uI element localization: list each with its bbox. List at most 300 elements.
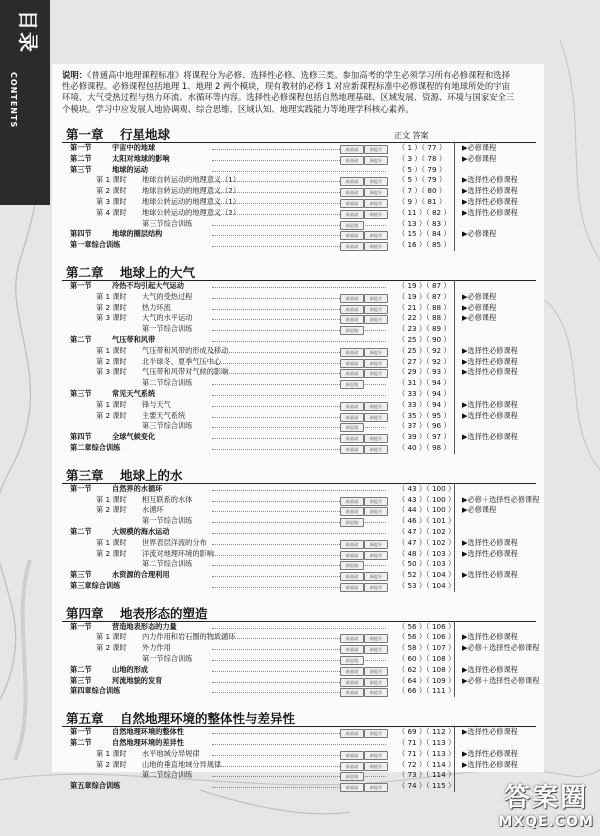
page-numbers: （ 31 ）（ 94 ） bbox=[398, 378, 451, 388]
intro-line: 《普通高中地理课程标准》将课程分为必修、选择性必修、选修三类。参加高考的学生必须学习所有必修课程和选择 bbox=[87, 70, 511, 80]
toc-row[interactable] bbox=[62, 749, 536, 760]
lesson-label: 第 1 课时 bbox=[96, 632, 127, 642]
toc-row[interactable] bbox=[62, 727, 536, 738]
level-badge: 新基础 bbox=[340, 762, 364, 771]
page-numbers: （ 46 ）（ 101 ） bbox=[398, 516, 456, 526]
lesson-label: 第 3 课时 bbox=[96, 367, 127, 377]
chapter-title: 自然地理环境的整体性与差异性 bbox=[120, 711, 296, 727]
chapter-number: 第一章 bbox=[66, 127, 104, 142]
level-badge: 新提升 bbox=[364, 188, 388, 197]
entry-title: 气压带和风带对气候的影响 bbox=[142, 367, 229, 377]
entry-title: 河流地貌的发育 bbox=[112, 675, 163, 685]
entry-title: 自然界的水循环 bbox=[112, 483, 163, 493]
chapter-title: 行星地球 bbox=[120, 127, 171, 142]
toc-row[interactable] bbox=[62, 622, 536, 633]
level-badge: 新基础 bbox=[340, 645, 364, 654]
toc-row[interactable] bbox=[62, 303, 536, 314]
column-divider bbox=[454, 442, 455, 454]
toc-row[interactable] bbox=[62, 654, 536, 665]
entry-title: 北半球冬、夏季气压中心 bbox=[142, 356, 222, 366]
toc-row[interactable] bbox=[62, 538, 536, 549]
section-label: 第三节 bbox=[70, 388, 92, 398]
course-type: ▶选择性必修课程 bbox=[462, 748, 518, 758]
level-badge: 新思路 bbox=[340, 561, 364, 570]
dot-leader bbox=[212, 533, 386, 534]
intro-note bbox=[62, 70, 530, 115]
page-numbers: （ 62 ）（ 108 ） bbox=[398, 664, 456, 674]
toc-row[interactable] bbox=[62, 346, 536, 357]
entry-title: 气压带和风带 bbox=[112, 334, 156, 344]
toc-row[interactable] bbox=[62, 781, 536, 792]
entry-title: 第一节综合训练 bbox=[142, 516, 193, 526]
entry-title: 山地的形成 bbox=[112, 664, 148, 674]
level-badge: 新思路 bbox=[340, 221, 364, 230]
level-badge: 新提升 bbox=[364, 572, 388, 581]
toc-row[interactable] bbox=[62, 335, 536, 346]
intro-line: 个模块。学习中应发展人地协调观、综合思维、区域认知、地理实践能力等地理学科核心素养。 bbox=[62, 103, 414, 114]
entry-title: 洋流对地理环境的影响 bbox=[142, 548, 214, 558]
level-badge: 新提升 bbox=[364, 783, 388, 792]
entry-title: 地球自转运动的地理意义（1） bbox=[142, 175, 241, 185]
course-type: ▶选择性必修课程 bbox=[462, 632, 518, 642]
page-numbers: （ 50 ）（ 103 ） bbox=[398, 559, 456, 569]
contents-title: 目录 bbox=[16, 10, 40, 54]
entry-title: 大气的水平运动 bbox=[142, 313, 193, 323]
toc-row[interactable] bbox=[62, 494, 540, 506]
chapter-block bbox=[62, 260, 536, 454]
page-numbers: （ 21 ）（ 88 ） bbox=[398, 302, 451, 312]
lesson-label: 第 2 课时 bbox=[96, 505, 127, 515]
level-badge: 新提升 bbox=[364, 497, 388, 506]
section-label: 第二章综合训练 bbox=[70, 442, 121, 452]
level-badge: 新基础 bbox=[340, 402, 364, 411]
level-badge: 新提升 bbox=[364, 199, 388, 208]
chapter-block bbox=[62, 601, 540, 698]
entry-title: 第一节综合训练 bbox=[142, 654, 193, 664]
page-numbers: （ 19 ）（ 87 ） bbox=[398, 280, 451, 290]
page-numbers: （ 48 ）（ 103 ） bbox=[398, 548, 456, 558]
section-label: 第一节 bbox=[70, 143, 92, 152]
level-badge: 新基础 bbox=[340, 188, 364, 197]
course-type: ▶必修课程 bbox=[462, 229, 497, 239]
toc-row[interactable] bbox=[62, 400, 536, 411]
toc-row[interactable] bbox=[62, 421, 536, 432]
level-badge: 新基础 bbox=[340, 348, 364, 357]
level-badge: 新提升 bbox=[364, 210, 388, 219]
toc-row[interactable] bbox=[62, 738, 536, 749]
toc-row[interactable] bbox=[62, 229, 536, 240]
toc-row[interactable] bbox=[62, 411, 536, 422]
level-badge: 新提升 bbox=[364, 305, 388, 314]
chapter-heading bbox=[62, 463, 536, 484]
level-badge: 新基础 bbox=[340, 145, 364, 154]
col-daan: 答案 bbox=[412, 131, 429, 140]
entry-title: 第二节综合训练 bbox=[142, 559, 193, 569]
page-numbers: （ 23 ）（ 89 ） bbox=[398, 324, 451, 334]
level-badge: 新基础 bbox=[340, 359, 364, 368]
level-badge: 新思路 bbox=[340, 656, 364, 665]
level-badge: 新基础 bbox=[340, 177, 364, 186]
page-numbers: （ 56 ）（ 106 ） bbox=[398, 632, 456, 642]
page-numbers: （ 15 ）（ 84 ） bbox=[398, 229, 451, 239]
toc-row[interactable] bbox=[62, 570, 536, 581]
toc-row[interactable] bbox=[62, 665, 536, 676]
lesson-label: 第 4 课时 bbox=[96, 207, 127, 217]
entry-title: 世界表层洋流的分布 bbox=[142, 537, 207, 547]
page-numbers: （ 29 ）（ 93 ） bbox=[398, 367, 451, 377]
page-numbers: （ 43 ）（ 100 ） bbox=[398, 483, 456, 493]
level-badge: 新基础 bbox=[340, 497, 364, 506]
toc-row[interactable] bbox=[62, 357, 536, 368]
page-numbers: （ 25 ）（ 90 ） bbox=[398, 334, 451, 344]
dot-leader bbox=[212, 395, 386, 396]
page-numbers: （ 58 ）（ 107 ） bbox=[398, 643, 456, 653]
entry-title: 地球的圈层结构 bbox=[112, 229, 163, 239]
page-numbers: （ 7 ）（ 80 ） bbox=[398, 186, 447, 196]
chapter-title: 地球上的水 bbox=[120, 467, 183, 483]
chapter-number: 第五章 bbox=[66, 711, 104, 727]
section-label: 第三章综合训练 bbox=[70, 580, 121, 590]
course-type: ▶必修＋选择性必修课程 bbox=[462, 675, 540, 685]
toc-row[interactable] bbox=[62, 432, 536, 443]
level-badge: 新提升 bbox=[364, 667, 388, 676]
entry-title: 大规模的海水运动 bbox=[112, 526, 170, 536]
section-label: 第二节 bbox=[70, 664, 92, 674]
lesson-label: 第 1 课时 bbox=[96, 345, 127, 355]
level-badge: 新提升 bbox=[364, 369, 388, 378]
section-label: 第四节 bbox=[70, 432, 92, 442]
level-badge: 新提升 bbox=[364, 156, 388, 165]
dot-leader bbox=[212, 628, 386, 629]
level-badge: 新提升 bbox=[364, 359, 388, 368]
level-badge: 新提升 bbox=[364, 645, 388, 654]
page-numbers: （ 73 ）（ 114 ） bbox=[398, 770, 456, 780]
column-divider bbox=[454, 580, 455, 592]
course-type: ▶选择性必修课程 bbox=[462, 537, 518, 547]
level-badge: 新基础 bbox=[340, 434, 364, 443]
section-label: 第一章综合训练 bbox=[70, 240, 121, 250]
toc-row[interactable] bbox=[62, 175, 536, 186]
page-numbers: （ 69 ）（ 112 ） bbox=[398, 727, 456, 737]
page-numbers: （ 5 ）（ 79 ） bbox=[398, 175, 447, 185]
level-badge: 新基础 bbox=[340, 572, 364, 581]
lesson-label: 第 1 课时 bbox=[96, 748, 127, 758]
page-numbers: （ 3 ）（ 78 ） bbox=[398, 153, 447, 163]
page-numbers: （ 1 ）（ 77 ） bbox=[398, 143, 447, 152]
level-badge: 新提升 bbox=[364, 348, 388, 357]
section-label: 第三节 bbox=[70, 675, 92, 685]
entry-title: 热力环流 bbox=[142, 302, 171, 312]
lesson-label: 第 1 课时 bbox=[96, 537, 127, 547]
toc-row[interactable] bbox=[62, 549, 536, 560]
toc-row[interactable] bbox=[62, 527, 536, 538]
lesson-label: 第 2 课时 bbox=[96, 548, 127, 558]
entry-title: 地球自转运动的地理意义（2） bbox=[142, 186, 241, 196]
dot-leader bbox=[212, 287, 386, 288]
toc-row[interactable] bbox=[62, 770, 536, 781]
level-badge: 新思路 bbox=[340, 423, 364, 432]
course-type: ▶必修课程 bbox=[462, 143, 497, 152]
table-of-contents bbox=[62, 118, 540, 792]
level-badge: 新基础 bbox=[340, 315, 364, 324]
page-numbers: （ 44 ）（ 100 ） bbox=[398, 505, 456, 515]
toc-row[interactable] bbox=[62, 505, 536, 516]
section-label: 第四节 bbox=[70, 229, 92, 239]
section-label: 第二节 bbox=[70, 738, 92, 748]
page-numbers: （ 11 ）（ 82 ） bbox=[398, 207, 451, 217]
entry-title: 自然地理环境的整体性 bbox=[112, 727, 184, 737]
course-type: ▶必修＋选择性必修课程 bbox=[462, 643, 540, 653]
level-badge: 新基础 bbox=[340, 242, 364, 251]
lesson-label: 第 3 课时 bbox=[96, 196, 127, 206]
chapter-number: 第二章 bbox=[66, 264, 104, 280]
level-badge: 新提升 bbox=[364, 402, 388, 411]
chapter-block bbox=[62, 706, 536, 792]
section-label: 第三节 bbox=[70, 164, 92, 174]
column-divider bbox=[454, 780, 455, 792]
level-badge: 新提升 bbox=[364, 688, 388, 697]
dot-leader bbox=[212, 171, 386, 172]
entry-title: 内力作用和岩石圈的物质循环 bbox=[142, 632, 236, 642]
section-label: 第二节 bbox=[70, 153, 92, 163]
course-type: ▶选择性必修课程 bbox=[462, 664, 518, 674]
level-badge: 新基础 bbox=[340, 413, 364, 422]
level-badge: 新基础 bbox=[340, 305, 364, 314]
level-badge: 新提升 bbox=[364, 762, 388, 771]
toc-row[interactable] bbox=[62, 186, 536, 197]
toc-row[interactable] bbox=[62, 292, 536, 303]
toc-row[interactable] bbox=[62, 484, 536, 495]
toc-row[interactable] bbox=[62, 154, 536, 165]
level-badge: 新思路 bbox=[340, 326, 364, 335]
level-badge: 新基础 bbox=[340, 210, 364, 219]
toc-row[interactable] bbox=[62, 165, 536, 176]
toc-row[interactable] bbox=[62, 281, 536, 292]
chapter-heading bbox=[62, 260, 536, 281]
toc-row[interactable] bbox=[62, 313, 536, 324]
toc-row[interactable] bbox=[62, 378, 536, 389]
chapter-number: 第三章 bbox=[66, 467, 104, 483]
column-divider bbox=[454, 685, 455, 697]
section-label: 第一节 bbox=[70, 280, 92, 290]
toc-row[interactable] bbox=[62, 516, 536, 527]
page-numbers: （ 60 ）（ 108 ） bbox=[398, 654, 456, 664]
toc-row[interactable] bbox=[62, 208, 536, 219]
page-numbers: （ 40 ）（ 98 ） bbox=[398, 442, 451, 452]
course-type: ▶选择性必修课程 bbox=[462, 432, 518, 442]
level-badge: 新提升 bbox=[364, 145, 388, 154]
level-badge: 新提升 bbox=[364, 242, 388, 251]
intro-line: 性必修课程。必修课程包括地理 1、地理 2 两个模块，现有教材的必修 1 对应新课程标准中必修课程的有地球所处的宇宙 bbox=[62, 81, 511, 92]
toc-row[interactable] bbox=[62, 143, 536, 154]
entry-title: 全球气候变化 bbox=[112, 432, 156, 442]
level-badge: 新提升 bbox=[364, 445, 388, 454]
toc-row[interactable] bbox=[62, 632, 536, 643]
watermark-logo bbox=[498, 777, 594, 830]
entry-title: 外力作用 bbox=[142, 643, 171, 653]
lesson-label: 第 2 课时 bbox=[96, 356, 127, 366]
chapter-block bbox=[62, 463, 540, 592]
level-badge: 新基础 bbox=[340, 507, 364, 516]
chapter-block bbox=[62, 122, 536, 251]
page-numbers: （ 64 ）（ 109 ） bbox=[398, 675, 456, 685]
course-type: ▶选择性必修课程 bbox=[462, 410, 518, 420]
lesson-label: 第 1 课时 bbox=[96, 175, 127, 185]
level-badge: 新提升 bbox=[364, 507, 388, 516]
section-label: 第一节 bbox=[70, 483, 92, 493]
toc-row[interactable] bbox=[62, 197, 536, 208]
page-numbers: （ 33 ）（ 94 ） bbox=[398, 399, 451, 409]
course-type: ▶选择性必修课程 bbox=[462, 345, 518, 355]
section-label: 第二节 bbox=[70, 334, 92, 344]
page-numbers: （ 37 ）（ 96 ） bbox=[398, 421, 451, 431]
lesson-label: 第 2 课时 bbox=[96, 186, 127, 196]
course-type: ▶选择性必修课程 bbox=[462, 186, 518, 196]
level-badge: 新基础 bbox=[340, 634, 364, 643]
chapter-title: 地表形态的塑造 bbox=[120, 605, 208, 621]
level-badge: 新提升 bbox=[364, 729, 388, 738]
page-numbers: （ 72 ）（ 114 ） bbox=[398, 759, 456, 769]
course-type: ▶选择性必修课程 bbox=[462, 570, 518, 580]
entry-title: 锋与天气 bbox=[142, 399, 171, 409]
entry-title: 第一节综合训练 bbox=[142, 324, 193, 334]
lesson-label: 第 2 课时 bbox=[96, 302, 127, 312]
level-badge: 新基础 bbox=[340, 445, 364, 454]
entry-title: 地球公转运动的地理意义（2） bbox=[142, 207, 241, 217]
page-numbers: （ 53 ）（ 104 ） bbox=[398, 580, 456, 590]
section-label: 第一节 bbox=[70, 727, 92, 737]
course-type: ▶必修课程 bbox=[462, 302, 497, 312]
toc-row[interactable] bbox=[62, 675, 540, 687]
toc-row[interactable] bbox=[62, 643, 540, 654]
chapter-number: 第四章 bbox=[66, 605, 104, 621]
level-badge: 新基础 bbox=[340, 540, 364, 549]
page-numbers: （ 71 ）（ 113 ） bbox=[398, 738, 456, 748]
level-badge: 新基础 bbox=[340, 688, 364, 697]
page-numbers: （ 71 ）（ 113 ） bbox=[398, 748, 456, 758]
page-numbers: （ 47 ）（ 102 ） bbox=[398, 537, 456, 547]
level-badge: 新提升 bbox=[364, 583, 388, 592]
course-type: ▶选择性必修课程 bbox=[462, 207, 518, 217]
page-numbers: （ 33 ）（ 94 ） bbox=[398, 388, 451, 398]
dot-leader bbox=[212, 490, 386, 491]
entry-title: 常见天气系统 bbox=[112, 388, 156, 398]
intro-line: 环境、大气受热过程与热力环流、水循环等内容。选择性必修课程包括自然地理基础、区域发展、资源、环境与国家安全三 bbox=[62, 92, 515, 103]
lesson-label: 第 1 课时 bbox=[96, 291, 127, 301]
course-type: ▶选择性必修课程 bbox=[462, 367, 518, 377]
contents-banner bbox=[0, 0, 50, 205]
entry-title: 第三节综合训练 bbox=[142, 218, 193, 228]
level-badge: 新基础 bbox=[340, 369, 364, 378]
toc-row[interactable] bbox=[62, 443, 536, 454]
level-badge: 新提升 bbox=[364, 231, 388, 240]
lesson-label: 第 1 课时 bbox=[96, 494, 127, 504]
course-type: ▶必修课程 bbox=[462, 313, 497, 323]
entry-title: 大气的受热过程 bbox=[142, 291, 193, 301]
entry-title: 太阳对地球的影响 bbox=[112, 153, 170, 163]
entry-title: 地球公转运动的地理意义（1） bbox=[142, 196, 241, 206]
level-badge: 新提升 bbox=[364, 315, 388, 324]
level-badge: 新基础 bbox=[340, 678, 364, 687]
page-numbers: （ 43 ）（ 100 ） bbox=[398, 494, 456, 504]
page-numbers: （ 27 ）（ 92 ） bbox=[398, 356, 451, 366]
level-badge: 新提升 bbox=[364, 294, 388, 303]
toc-row[interactable] bbox=[62, 389, 536, 400]
entry-title: 营造地表形态的力量 bbox=[112, 621, 177, 631]
section-label: 第五章综合训练 bbox=[70, 781, 121, 791]
toc-row[interactable] bbox=[62, 559, 536, 570]
page-numbers: （ 25 ）（ 92 ） bbox=[398, 345, 451, 355]
level-badge: 新基础 bbox=[340, 156, 364, 165]
lesson-label: 第 2 课时 bbox=[96, 759, 127, 769]
toc-row[interactable] bbox=[62, 760, 536, 771]
entry-title: 山地的垂直地域分异规律 bbox=[142, 759, 222, 769]
page-numbers: （ 47 ）（ 102 ） bbox=[398, 526, 456, 536]
dot-leader bbox=[212, 341, 386, 342]
level-badge: 新提升 bbox=[364, 551, 388, 560]
toc-row[interactable] bbox=[62, 240, 536, 251]
entry-title: 相互联系的水体 bbox=[142, 494, 193, 504]
chapter-heading bbox=[62, 601, 536, 622]
page-numbers: （ 16 ）（ 85 ） bbox=[398, 240, 451, 250]
entry-title: 第三节综合训练 bbox=[142, 421, 193, 431]
entry-title: 宇宙中的地球 bbox=[112, 143, 156, 152]
course-type: ▶必修＋选择性必修课程 bbox=[462, 494, 540, 504]
page-numbers: （ 74 ）（ 115 ） bbox=[398, 781, 456, 791]
toc-row[interactable] bbox=[62, 686, 536, 697]
level-badge: 新基础 bbox=[340, 783, 364, 792]
level-badge: 新基础 bbox=[340, 551, 364, 560]
lesson-label: 第 2 课时 bbox=[96, 643, 127, 653]
level-badge: 新提升 bbox=[364, 177, 388, 186]
level-badge: 新基础 bbox=[340, 729, 364, 738]
page-numbers: （ 56 ）（ 106 ） bbox=[398, 621, 456, 631]
level-badge: 新基础 bbox=[340, 667, 364, 676]
course-type: ▶选择性必修课程 bbox=[462, 399, 518, 409]
section-label: 第四章综合训练 bbox=[70, 686, 121, 696]
chapter-title: 地球上的大气 bbox=[120, 264, 196, 280]
entry-title: 水平地域分异规律 bbox=[142, 748, 200, 758]
page-numbers: （ 22 ）（ 88 ） bbox=[398, 313, 451, 323]
entry-title: 气压带和风带的形成及移动 bbox=[142, 345, 229, 355]
course-type: ▶选择性必修课程 bbox=[462, 727, 518, 737]
level-badge: 新基础 bbox=[340, 751, 364, 760]
entry-title: 第二节综合训练 bbox=[142, 378, 193, 388]
page-numbers: （ 9 ）（ 81 ） bbox=[398, 196, 447, 206]
level-badge: 新思路 bbox=[340, 380, 364, 389]
level-badge: 新基础 bbox=[340, 583, 364, 592]
entry-title: 第二节综合训练 bbox=[142, 770, 193, 780]
level-badge: 新基础 bbox=[340, 294, 364, 303]
entry-title: 主要天气系统 bbox=[142, 410, 186, 420]
course-type: ▶必修课程 bbox=[462, 153, 497, 163]
toc-row[interactable] bbox=[62, 367, 536, 378]
section-label: 第三节 bbox=[70, 570, 92, 580]
page-numbers: （ 5 ）（ 79 ） bbox=[398, 164, 447, 174]
level-badge: 新提升 bbox=[364, 434, 388, 443]
toc-row[interactable] bbox=[62, 324, 536, 335]
course-type: ▶选择性必修课程 bbox=[462, 196, 518, 206]
page-numbers: （ 66 ）（ 111 ） bbox=[398, 686, 456, 696]
toc-row[interactable] bbox=[62, 581, 536, 592]
course-type: ▶必修课程 bbox=[462, 291, 497, 301]
lesson-label: 第 2 课时 bbox=[96, 410, 127, 420]
level-badge: 新基础 bbox=[340, 199, 364, 208]
course-type: ▶选择性必修课程 bbox=[462, 356, 518, 366]
section-label: 第二节 bbox=[70, 526, 92, 536]
level-badge: 新提升 bbox=[364, 413, 388, 422]
toc-row[interactable] bbox=[62, 219, 536, 230]
